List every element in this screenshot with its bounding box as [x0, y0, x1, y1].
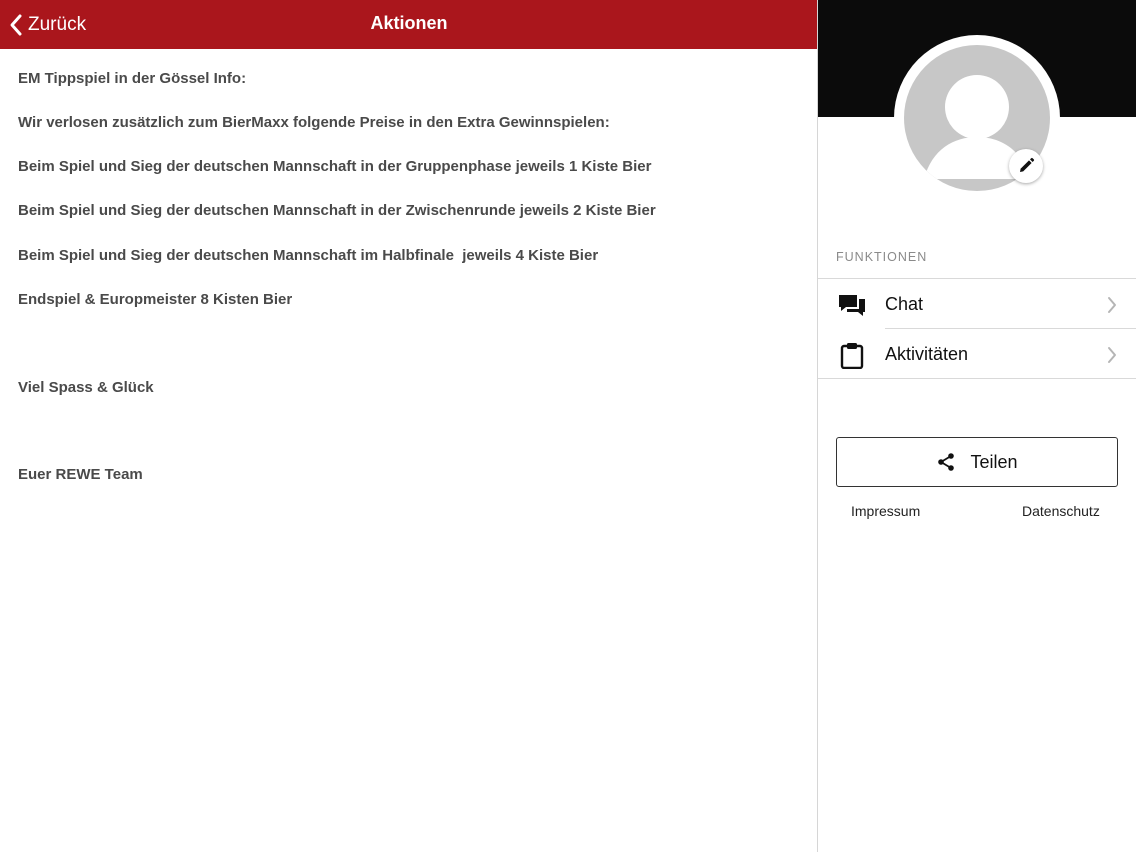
menu-item-label: Aktivitäten [885, 344, 969, 364]
chevron-right-icon [1106, 295, 1118, 315]
clipboard-icon [838, 341, 866, 369]
article-line: Wir verlosen zusätzlich zum BierMaxx folgende Preise in den Extra Gewinnspielen: [18, 114, 610, 131]
menu-item-label: Chat [885, 294, 924, 314]
impressum-link[interactable]: Impressum [851, 503, 921, 519]
article-line: Beim Spiel und Sieg der deutschen Mannschaft im Halbfinale jeweils 4 Kiste Bier [18, 247, 599, 264]
article-line: Beim Spiel und Sieg der deutschen Mannschaft in der Zwischenrunde jeweils 2 Kiste Bier [18, 202, 656, 219]
edit-avatar-button[interactable] [1009, 149, 1043, 183]
article-line: EM Tippspiel in der Gössel Info: [18, 70, 247, 87]
article-line: Beim Spiel und Sieg der deutschen Mannschaft in der Gruppenphase jeweils 1 Kiste Bier [18, 158, 652, 175]
share-icon [936, 452, 956, 472]
datenschutz-link[interactable]: Datenschutz [1022, 503, 1100, 519]
chevron-right-icon [1106, 345, 1118, 365]
chevron-left-icon [8, 13, 24, 37]
article-line: Euer REWE Team [18, 466, 143, 483]
menu-item-chat[interactable] [818, 279, 1136, 329]
top-bar [0, 0, 818, 49]
article-line: Endspiel & Europmeister 8 Kisten Bier [18, 291, 293, 308]
chat-icon [838, 291, 866, 319]
article-line: Viel Spass & Glück [18, 379, 154, 396]
menu-item-aktivitaeten[interactable] [818, 329, 1136, 379]
share-label: Teilen [970, 451, 1018, 472]
share-button[interactable] [836, 437, 1118, 487]
pencil-icon [1017, 157, 1035, 175]
divider [818, 378, 1136, 379]
back-label: Zurück [28, 14, 87, 35]
sidebar [818, 0, 1136, 852]
page-title: Aktionen [370, 13, 448, 33]
section-title: FUNKTIONEN [836, 250, 928, 264]
back-button[interactable] [8, 12, 86, 38]
